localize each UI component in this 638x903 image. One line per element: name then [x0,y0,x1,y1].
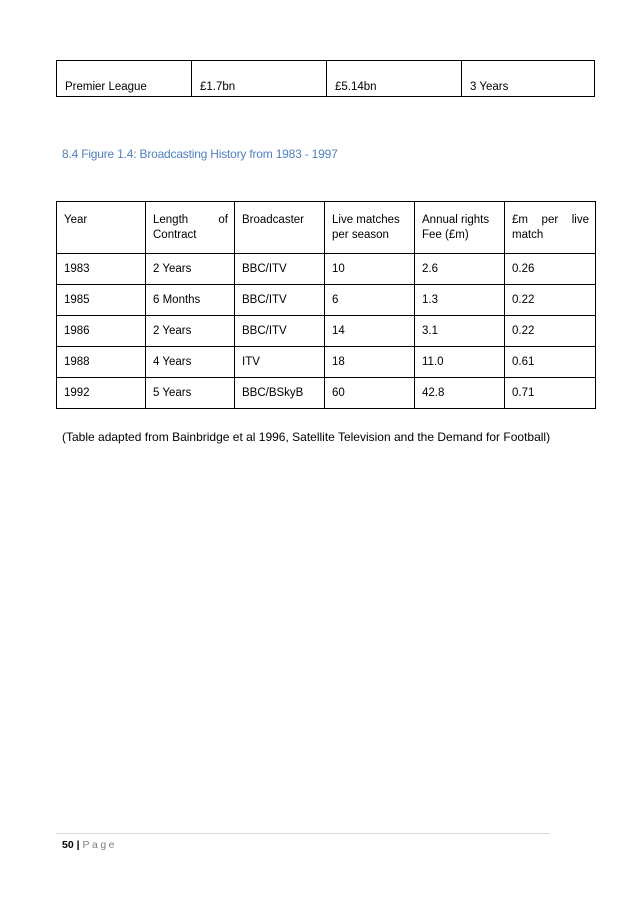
table-cell: 2.6 [415,254,505,285]
table-cell: 6 Months [146,285,235,316]
table-cell: 3.1 [415,316,505,347]
page-number: 50 [62,839,74,851]
table-cell: 11.0 [415,347,505,378]
table-cell: BBC/ITV [235,285,325,316]
table-cell: 2 Years [146,254,235,285]
table-cell: 10 [325,254,415,285]
table-cell: 60 [325,378,415,409]
table-cell: £5.14bn [327,61,462,97]
table-cell: BBC/BSkyB [235,378,325,409]
table-cell: 5 Years [146,378,235,409]
column-header-annual-fee [415,202,505,254]
footer-divider [56,833,550,834]
table-cell: 0.26 [505,254,596,285]
column-header-year [57,202,146,254]
rights-summary-table [56,60,595,97]
table-cell: 1985 [57,285,146,316]
column-header-length [146,202,235,254]
footer-separator: | [76,839,80,851]
table-cell: 6 [325,285,415,316]
table-cell: BBC/ITV [235,254,325,285]
table-cell: 1986 [57,316,146,347]
table-cell: 1983 [57,254,146,285]
table-cell: 0.22 [505,316,596,347]
table-cell: 4 Years [146,347,235,378]
table-cell: 42.8 [415,378,505,409]
header-label: per season [332,229,389,241]
header-label: Year [64,214,88,226]
table-cell: 1992 [57,378,146,409]
table-row [57,285,596,316]
table-row [57,347,596,378]
header-label: match [512,229,544,241]
table-cell: 2 Years [146,316,235,347]
header-label: Annual rights [422,214,490,226]
table-row [57,316,596,347]
page-label: Page [82,839,118,851]
table-row [57,61,595,97]
table-row [57,254,596,285]
table-source-note: (Table adapted from Bainbridge et al 1996, Satellite Television and the Demand for Football) [62,430,551,444]
header-label: £m per live [512,214,589,226]
figure-caption: 8.4 Figure 1.4: Broadcasting History from 1983 - 1997 [62,147,338,161]
table-cell: 18 [325,347,415,378]
table-cell: 1988 [57,347,146,378]
table-cell: 0.71 [505,378,596,409]
table-cell: 3 Years [462,61,595,97]
table-cell: Premier League [57,61,192,97]
header-label: Fee (£m) [422,229,469,241]
column-header-per-match [505,202,596,254]
broadcasting-history-table [56,201,596,409]
header-label: Contract [153,229,197,241]
table-cell: £1.7bn [192,61,327,97]
column-header-live-matches [325,202,415,254]
header-label: Length of [153,214,228,226]
header-label: Broadcaster [242,214,305,226]
table-cell: 0.61 [505,347,596,378]
column-header-broadcaster [235,202,325,254]
table-row [57,378,596,409]
page-footer [62,839,117,851]
table-cell: ITV [235,347,325,378]
table-cell: 1.3 [415,285,505,316]
table-cell: 14 [325,316,415,347]
header-label: Live matches [332,214,400,226]
table-cell: BBC/ITV [235,316,325,347]
table-cell: 0.22 [505,285,596,316]
table-header-row [57,202,596,254]
